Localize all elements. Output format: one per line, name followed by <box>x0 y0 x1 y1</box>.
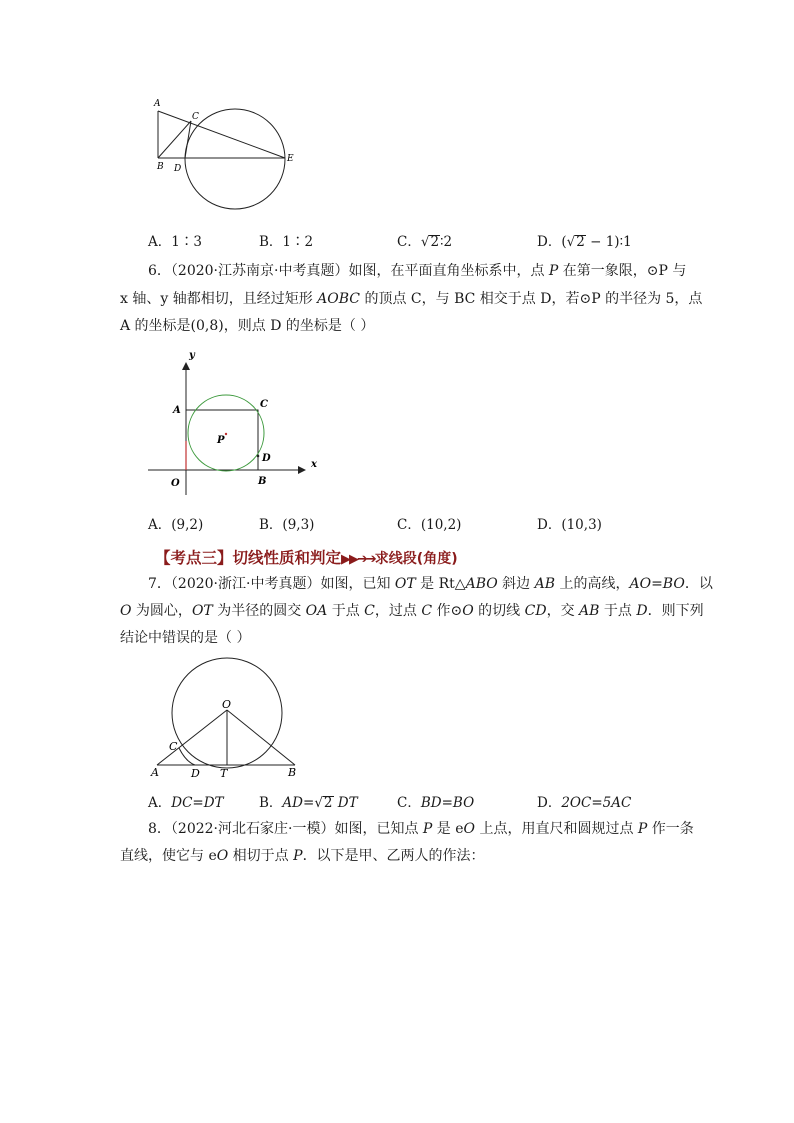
q7-option-c[interactable] <box>397 791 474 811</box>
q5-label-b: B <box>157 162 164 172</box>
q6-number: 6． <box>148 263 171 279</box>
section-title: 【考点三】切线性质和判定 <box>155 549 342 567</box>
q7-option-d[interactable] <box>537 791 631 811</box>
q7-option-b-radicand: 2 <box>323 795 333 811</box>
q8-l1-p: P <box>422 821 433 837</box>
q6-label-x: x <box>311 459 317 470</box>
q6-source: （2020·江苏南京·中考真题）如图，在平面直角坐标系中，点 <box>170 263 549 279</box>
q5-label-e: E <box>287 154 294 164</box>
q5-option-c-rest: ∶2 <box>440 234 453 250</box>
q5-label-a: A <box>154 99 161 109</box>
q7-l2-ot: OT <box>191 603 213 619</box>
q6-line-3: A 的坐标是(0,8)，则点 D 的坐标是（ ） <box>120 318 375 334</box>
q8-l1-o: O <box>463 821 475 837</box>
q5-option-d-letter: D． <box>537 234 562 250</box>
q5-option-d-open: ( <box>561 234 567 250</box>
q7-text-3: 上的高线， <box>555 576 630 592</box>
q8-l2-p: P <box>293 848 303 864</box>
q7-var-eq: AO=BO <box>629 576 685 592</box>
q6-option-c[interactable] <box>397 513 461 533</box>
q7-var-abo: ABO <box>465 576 498 592</box>
q8-l1-t3: 作一条 <box>647 821 694 837</box>
q7-source: （2020·浙江·中考真题）如图，已知 <box>170 576 395 592</box>
q7-segment-oa <box>157 710 227 765</box>
q7-var-ot: OT <box>394 576 416 592</box>
q6-option-a-letter: A． <box>148 517 172 533</box>
q6-label-y: y <box>189 350 195 361</box>
q7-line-2 <box>120 598 704 624</box>
q5-label-c: C <box>192 112 199 122</box>
q7-l2-c: C <box>364 603 375 619</box>
q6-option-b-text: (9,3) <box>282 517 315 533</box>
q6-point-d-dot <box>257 455 260 458</box>
q6-option-a-text: (9,2) <box>171 517 204 533</box>
q6-option-c-text: (10,2) <box>420 517 462 533</box>
q5-option-d-root: √ <box>566 234 576 250</box>
q7-l2-oa: OA <box>305 603 328 619</box>
q8-l2-t2: 相切于点 <box>228 848 294 864</box>
q5-label-d: D <box>174 164 182 174</box>
q7-label-t: T <box>220 767 228 780</box>
q7-option-b-root: √ <box>314 795 323 811</box>
q8-number: 8． <box>148 821 171 837</box>
q6-line-2 <box>120 286 702 312</box>
q5-option-b[interactable] <box>259 230 313 250</box>
q5-circle <box>185 109 285 209</box>
q8-source: （2022·河北石家庄·一模）如图，已知点 <box>170 821 423 837</box>
q7-option-d-letter: D． <box>537 795 562 811</box>
q8-line-2 <box>120 843 485 869</box>
q7-l2-cd: CD <box>524 603 547 619</box>
q5-option-c-letter: C． <box>397 234 421 250</box>
q8-line-1 <box>148 816 694 842</box>
q7-label-o: O <box>222 698 232 711</box>
q5-option-c[interactable] <box>397 230 452 250</box>
q6-label-c: C <box>260 399 268 410</box>
q6-line-1-rest: 在第一象限，⊙P 与 <box>558 263 687 279</box>
q5-option-b-text: 1∶2 <box>282 234 314 250</box>
q7-option-b[interactable] <box>259 791 358 811</box>
q7-label-a: A <box>151 766 159 779</box>
q6-center-dot <box>225 433 227 435</box>
q7-l2-t9: ．则下列 <box>647 603 704 619</box>
q7-text-4: ．以 <box>684 576 713 592</box>
q5-option-a-letter: A． <box>148 234 172 250</box>
q5-option-c-radicand: 2 <box>430 234 440 250</box>
q5-option-c-root: √ <box>420 234 430 250</box>
q7-number: 7． <box>148 576 171 592</box>
q8-l2-t3: ．以下是甲、乙两人的作法： <box>302 848 485 864</box>
q7-line-1 <box>148 571 713 597</box>
q5-option-d-radicand: 2 <box>576 234 585 250</box>
q6-label-d: D <box>262 453 271 464</box>
q7-l2-t7: ，交 <box>546 603 580 619</box>
q6-line-2-rest: 的顶点 C，与 BC 相交于点 D，若⊙P 的半径为 5，点 <box>360 291 703 307</box>
q7-l2-ab: AB <box>579 603 600 619</box>
q7-l2-c2: C <box>421 603 433 619</box>
q7-option-c-letter: C． <box>397 795 421 811</box>
q7-option-c-text: BD=BO <box>420 795 475 811</box>
section-arrows-icon: ▶▶➔➔ <box>341 552 375 567</box>
q8-l2-t1: 直线，使它与 e <box>120 848 217 864</box>
q5-segment-ae <box>158 111 285 158</box>
q7-l2-t2: 为半径的圆交 <box>212 603 306 619</box>
q7-label-b: B <box>288 766 297 779</box>
q8-l1-p2: P <box>637 821 648 837</box>
q5-option-d-rest: − 1)∶1 <box>585 234 632 250</box>
q7-l2-o2: O <box>462 603 474 619</box>
q6-option-d-text: (10,3) <box>561 517 602 533</box>
q7-l2-d: D <box>636 603 648 619</box>
section-subtitle: 求线段(角度) <box>374 551 458 567</box>
q7-option-a-text: DC=DT <box>171 795 224 811</box>
q7-text-2: 斜边 <box>497 576 535 592</box>
q7-label-d: D <box>191 767 200 780</box>
q6-label-b: B <box>258 476 267 487</box>
q7-line-3: 结论中错误的是（ ） <box>120 630 251 646</box>
q5-figure <box>145 95 305 215</box>
q8-l2-o: O <box>216 848 229 864</box>
q5-option-b-letter: B． <box>259 234 283 250</box>
q7-l2-t6: 的切线 <box>473 603 525 619</box>
q7-l2-t5: 作⊙ <box>432 603 463 619</box>
q8-l1-t2: 上点，用直尺和圆规过点 <box>475 821 638 837</box>
q7-option-d-text: 2OC=5AC <box>561 795 632 811</box>
q8-l1-t1: 是 e <box>432 821 464 837</box>
q7-option-b-post: DT <box>333 795 358 811</box>
q7-l2-t4: ，过点 <box>374 603 422 619</box>
q5-option-a-text: 1∶3 <box>171 234 202 250</box>
q7-l2-t3: 于点 <box>327 603 365 619</box>
section-heading <box>155 546 458 568</box>
q5-option-d[interactable] <box>537 230 632 250</box>
q7-l2-t8: 于点 <box>599 603 637 619</box>
q7-option-a[interactable] <box>148 791 224 811</box>
q6-figure <box>140 345 340 500</box>
q7-option-b-pre: AD= <box>282 795 315 811</box>
q6-rect-name: AOBC <box>317 291 361 307</box>
q7-text-1: 是 Rt△ <box>415 576 466 592</box>
q7-var-ab: AB <box>534 576 556 592</box>
q7-figure <box>145 655 315 785</box>
q6-option-c-letter: C． <box>397 517 421 533</box>
q7-l2-t1: 为圆心， <box>131 603 192 619</box>
q6-option-d-letter: D． <box>537 517 562 533</box>
q6-option-b-letter: B． <box>259 517 283 533</box>
q6-option-b[interactable] <box>259 513 314 533</box>
q5-option-a[interactable] <box>148 230 202 250</box>
q7-label-c: C <box>169 740 178 753</box>
q6-option-d[interactable] <box>537 513 602 533</box>
q6-label-o: O <box>171 478 180 489</box>
q7-option-a-letter: A． <box>148 795 172 811</box>
q7-l2-o: O <box>120 603 132 619</box>
q6-line-2-pre: x 轴、y 轴都相切，且经过矩形 <box>120 291 318 307</box>
q6-label-a: A <box>173 405 181 416</box>
q6-option-a[interactable] <box>148 513 203 533</box>
q6-line-1 <box>148 258 686 284</box>
q7-option-b-letter: B． <box>259 795 283 811</box>
q6-point-p: P <box>548 263 559 279</box>
q6-label-p: P <box>217 435 225 446</box>
